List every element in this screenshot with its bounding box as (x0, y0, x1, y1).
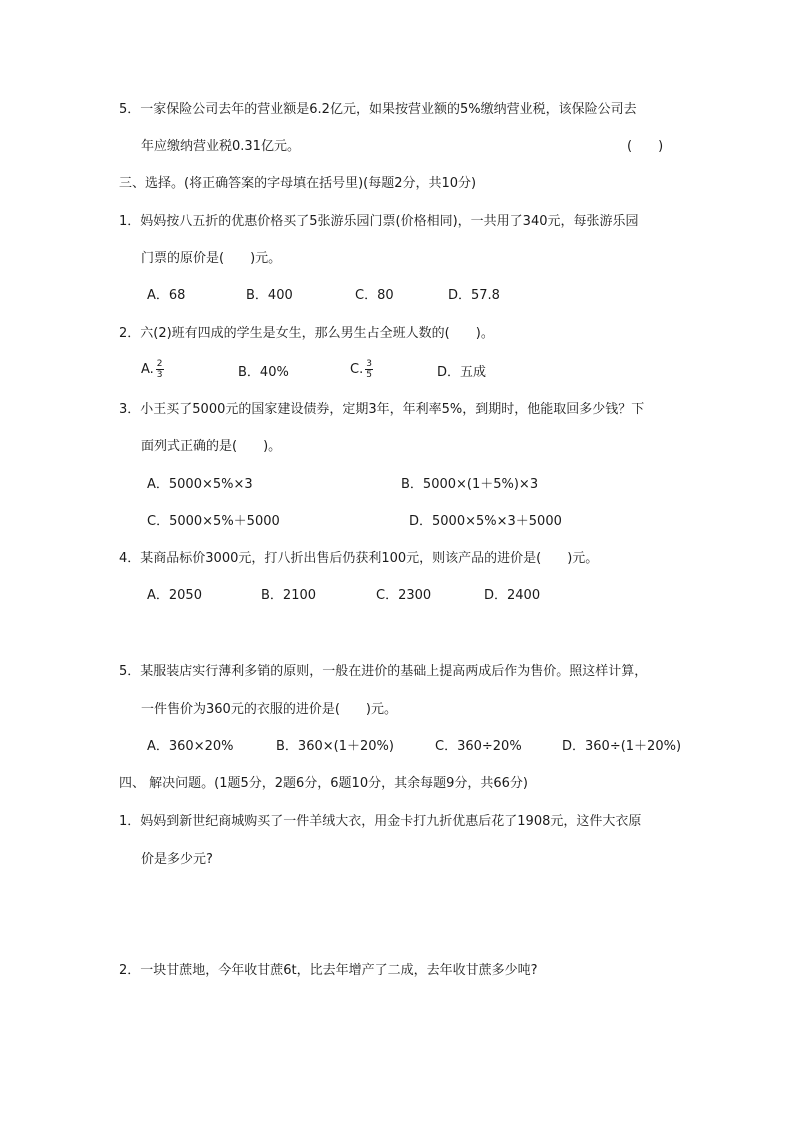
fraction-two-thirds (156, 359, 164, 380)
s3-q5-line1: 5．某服装店实行薄利多销的原则，一般在进价的基础上提高两成后作为售价。照这样计算， (119, 664, 648, 679)
s3-q5-option-b[interactable]: B．360×(1＋20%) (276, 739, 394, 754)
s3-q3-option-a[interactable]: A．5000×5%×3 (147, 477, 253, 492)
s3-q3-option-d[interactable]: D．5000×5%×3＋5000 (409, 514, 562, 529)
s3-q3-line1: 3．小王买了5000元的国家建设债券，定期3年，年利率5%，到期时，他能取回多少钱？下 (119, 402, 645, 417)
s3-q2-option-a[interactable] (141, 359, 164, 380)
s4-q1-line1: 1．妈妈到新世纪商城购买了一件羊绒大衣，用金卡打九折优惠后花了1908元，这件大衣原 (119, 814, 642, 829)
fraction-denominator: 5 (366, 370, 372, 380)
judge-q5-answer-paren[interactable]: ( ) (627, 139, 664, 154)
s3-q2-option-a-prefix: A. (141, 362, 154, 377)
judge-q5-line2: 年应缴纳营业税0.31亿元。 (141, 139, 300, 154)
s3-q3-option-c[interactable]: C．5000×5%＋5000 (147, 514, 280, 529)
fraction-denominator: 3 (156, 370, 163, 380)
s3-q4-option-b[interactable]: B．2100 (261, 588, 317, 603)
s3-q5-option-c[interactable]: C．360÷20% (435, 739, 522, 754)
s3-q1-option-d[interactable]: D．57.8 (448, 288, 500, 303)
s3-q5-option-a[interactable]: A．360×20% (147, 739, 234, 754)
s3-q2-option-d[interactable]: D．五成 (437, 365, 487, 380)
section3-heading: 三、选择。(将正确答案的字母填在括号里)(每题2分，共10分) (119, 176, 477, 191)
s3-q4-option-d[interactable]: D．2400 (484, 588, 541, 603)
fraction-three-fifths (365, 359, 373, 380)
s3-q1-option-b[interactable]: B．400 (246, 288, 293, 303)
section4-heading: 四、 解决问题。(1题5分，2题6分，6题10分，其余每题9分，共66分) (119, 776, 528, 791)
s3-q2-option-b[interactable]: B．40% (238, 365, 289, 380)
s3-q4-option-c[interactable]: C．2300 (376, 588, 432, 603)
s3-q4-line1: 4．某商品标价3000元，打八折出售后仍获利100元，则该产品的进价是( )元。 (119, 551, 599, 566)
s3-q4-option-a[interactable]: A．2050 (147, 588, 202, 603)
s4-q1-line2: 价是多少元? (141, 852, 213, 867)
s3-q5-line2: 一件售价为360元的衣服的进价是( )元。 (141, 702, 397, 717)
s3-q5-option-d[interactable]: D．360÷(1＋20%) (562, 739, 682, 754)
s3-q1-option-a[interactable]: A．68 (147, 288, 186, 303)
s3-q2-line1: 2．六(2)班有四成的学生是女生，那么男生占全班人数的( )。 (119, 326, 494, 341)
s3-q2-option-c-prefix: C. (350, 362, 364, 377)
s3-q3-option-b[interactable]: B．5000×(1＋5%)×3 (401, 477, 539, 492)
judge-q5-line1: 5．一家保险公司去年的营业额是6.2亿元，如果按营业额的5%缴纳营业税，该保险公司去 (119, 102, 637, 117)
fraction-numerator: 3 (366, 359, 372, 369)
s4-q2-line1: 2．一块甘蔗地，今年收甘蔗6t，比去年增产了二成，去年收甘蔗多少吨? (119, 963, 538, 978)
s3-q1-line2: 门票的原价是( )元。 (141, 251, 282, 266)
fraction-numerator: 2 (156, 359, 163, 369)
s3-q1-line1: 1．妈妈按八五折的优惠价格买了5张游乐园门票(价格相同)，一共用了340元，每张游乐园 (119, 214, 639, 229)
s3-q3-line2: 面列式正确的是( )。 (141, 439, 282, 454)
s3-q2-option-c[interactable] (350, 359, 373, 380)
s3-q1-option-c[interactable]: C．80 (355, 288, 394, 303)
